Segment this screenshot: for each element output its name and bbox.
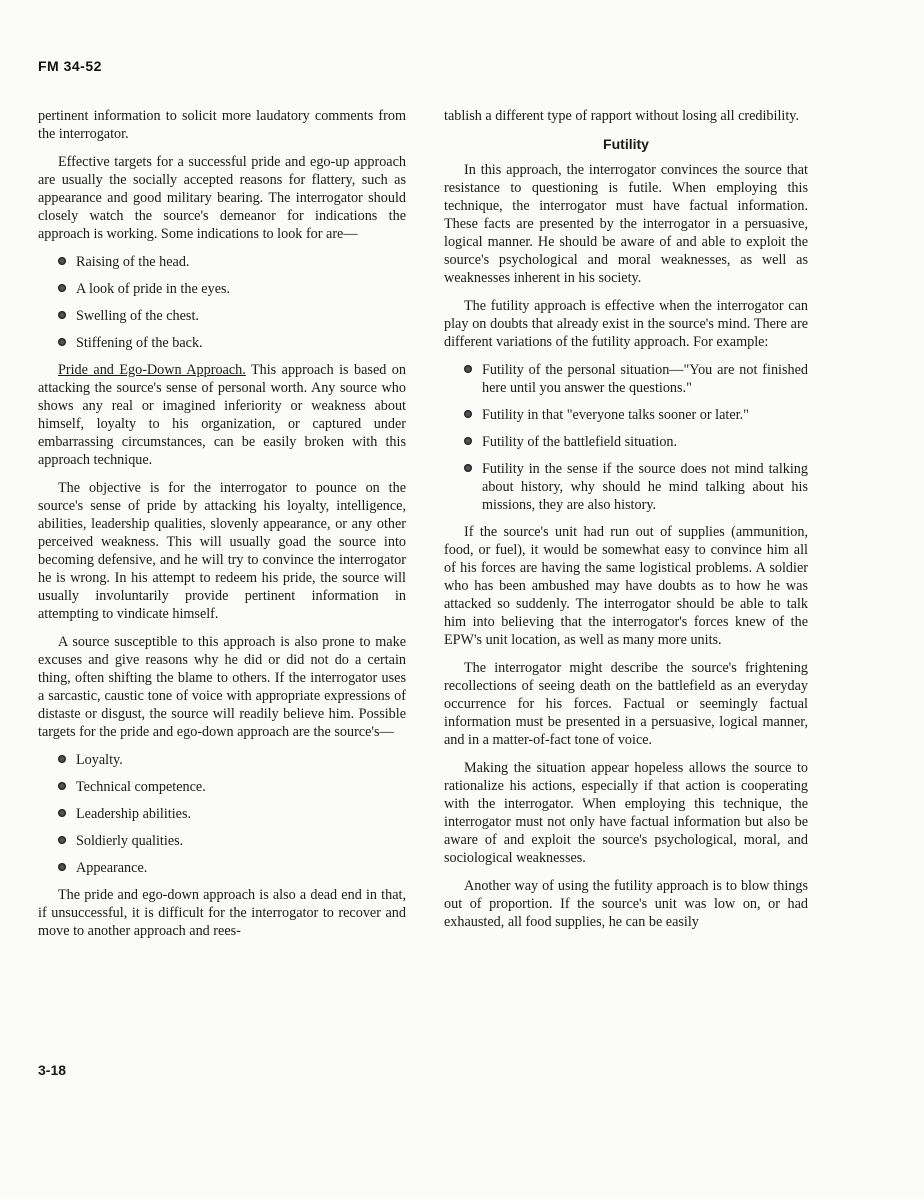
bullet-icon [58,755,66,763]
paragraph: The interrogator might describe the source's frightening recollections of seeing death on the battlefield as an everyday occurrence for his forces. Factual or seemingly factual information must be presented in a persuasive, logical manner, and in a matter-of-fact tone of voice. [444,660,808,748]
bullet-list-ego-down [38,751,406,877]
list-item: Loyalty. [58,751,406,769]
bullet-icon [58,836,66,844]
right-column [444,107,808,941]
bullet-icon [58,809,66,817]
bullet-icon [464,410,472,418]
section-subheading: Pride and Ego-Down Approach. [58,362,246,378]
page-number: 3-18 [38,1062,67,1078]
paragraph: Another way of using the futility approach is to blow things out of proportion. If the source's unit was low on, or had exhausted, all food supplies, he can be easily [444,878,808,930]
section-heading-futility: Futility [603,136,649,152]
list-item: Stiffening of the back. [58,334,406,352]
paragraph: A source susceptible to this approach is also prone to make excuses and give reasons why he did or did not do a certain thing, often shifting the blame to others. If the interrogator uses a sarcastic, caustic tone of voice with appropriate expressions of distaste or disgust, the source will readily believe him. Possible targets for the pride and ego-down approach are the source's— [38,634,406,740]
list-item: A look of pride in the eyes. [58,280,406,298]
paragraph: pertinent information to solicit more laudatory comments from the interrogator. [38,108,406,142]
list-item: Appearance. [58,859,406,877]
list-item: Leadership abilities. [58,805,406,823]
list-item: Technical competence. [58,778,406,796]
paragraph: The pride and ego-down approach is also a dead end in that, if unsuccessful, it is difficult for the interrogator to recover and move to another approach and rees- [38,887,406,939]
bullet-icon [58,863,66,871]
list-item: Raising of the head. [58,253,406,271]
paragraph: The objective is for the interrogator to pounce on the source's sense of pride by attacking his loyalty, intelligence, abilities, leadership qualities, slovenly appearance, or any other perceived weakness. This will usually goad the source into becoming defensive, and he will try to convince the interrogator he is wrong. In his attempt to redeem his pride, the source will usually involuntarily provide pertinent information in attempting to vindicate himself. [38,480,406,622]
list-item: Swelling of the chest. [58,307,406,325]
left-column [38,107,406,950]
list-item: Futility in that "everyone talks sooner or later." [464,406,808,424]
bullet-icon [464,464,472,472]
paragraph: tablish a different type of rapport without losing all credibility. [444,108,799,124]
bullet-icon [464,437,472,445]
bullet-icon [58,311,66,319]
paragraph: Effective targets for a successful pride and ego-up approach are usually the socially accepted reasons for flattery, such as appearance and good military bearing. The interrogator should closely watch the source's demeanor for indications the approach is working. Some indications to look for are— [38,154,406,242]
bullet-icon [464,365,472,373]
bullet-list-ego-up [38,253,406,352]
list-item: Futility in the sense if the source does not mind talking about history, why should he mind talking about his missions, they are also history. [464,460,808,514]
paragraph: Making the situation appear hopeless allows the source to rationalize his actions, especially if that action is cooperating with the interrogator. When employing this technique, the interrogator must not only have factual information but also be aware of and exploit the source's psychological, moral, and sociological weaknesses. [444,760,808,866]
paragraph: In this approach, the interrogator convinces the source that resistance to questioning is futile. When employing this technique, the interrogator must have factual information. These facts are presented by the interrogator in a persuasive, logical manner. He should be aware of and able to exploit the source's psychological and moral weaknesses, as well as weaknesses inherent in his society. [444,162,808,286]
bullet-icon [58,284,66,292]
paragraph: If the source's unit had run out of supplies (ammunition, food, or fuel), it would be somewhat easy to convince him all of his forces are having the same logistical problems. A soldier who has been ambushed may have doubts as to how he was attacked so suddenly. The interrogator should be able to talk him into believing that the interrogator's forces knew of the EPW's unit location, as well as many more units. [444,524,808,648]
list-item: Futility of the battlefield situation. [464,433,808,451]
paragraph: Pride and Ego-Down Approach. This approach is based on attacking the source's sense of personal worth. Any source who shows any real or imagined inferiority or weakness about himself, loyalty to his organization, or captured under embarrassing circumstances, can be easily broken with this approach technique. [38,362,406,468]
list-item: Soldierly qualities. [58,832,406,850]
bullet-list-futility [444,361,808,514]
list-item: Futility of the personal situation—"You are not finished here until you answer the questions." [464,361,808,397]
bullet-icon [58,257,66,265]
document-id-header: FM 34-52 [38,58,102,74]
paragraph: The futility approach is effective when the interrogator can play on doubts that already exist in the source's mind. There are different variations of the futility approach. For example: [444,298,808,350]
bullet-icon [58,338,66,346]
bullet-icon [58,782,66,790]
